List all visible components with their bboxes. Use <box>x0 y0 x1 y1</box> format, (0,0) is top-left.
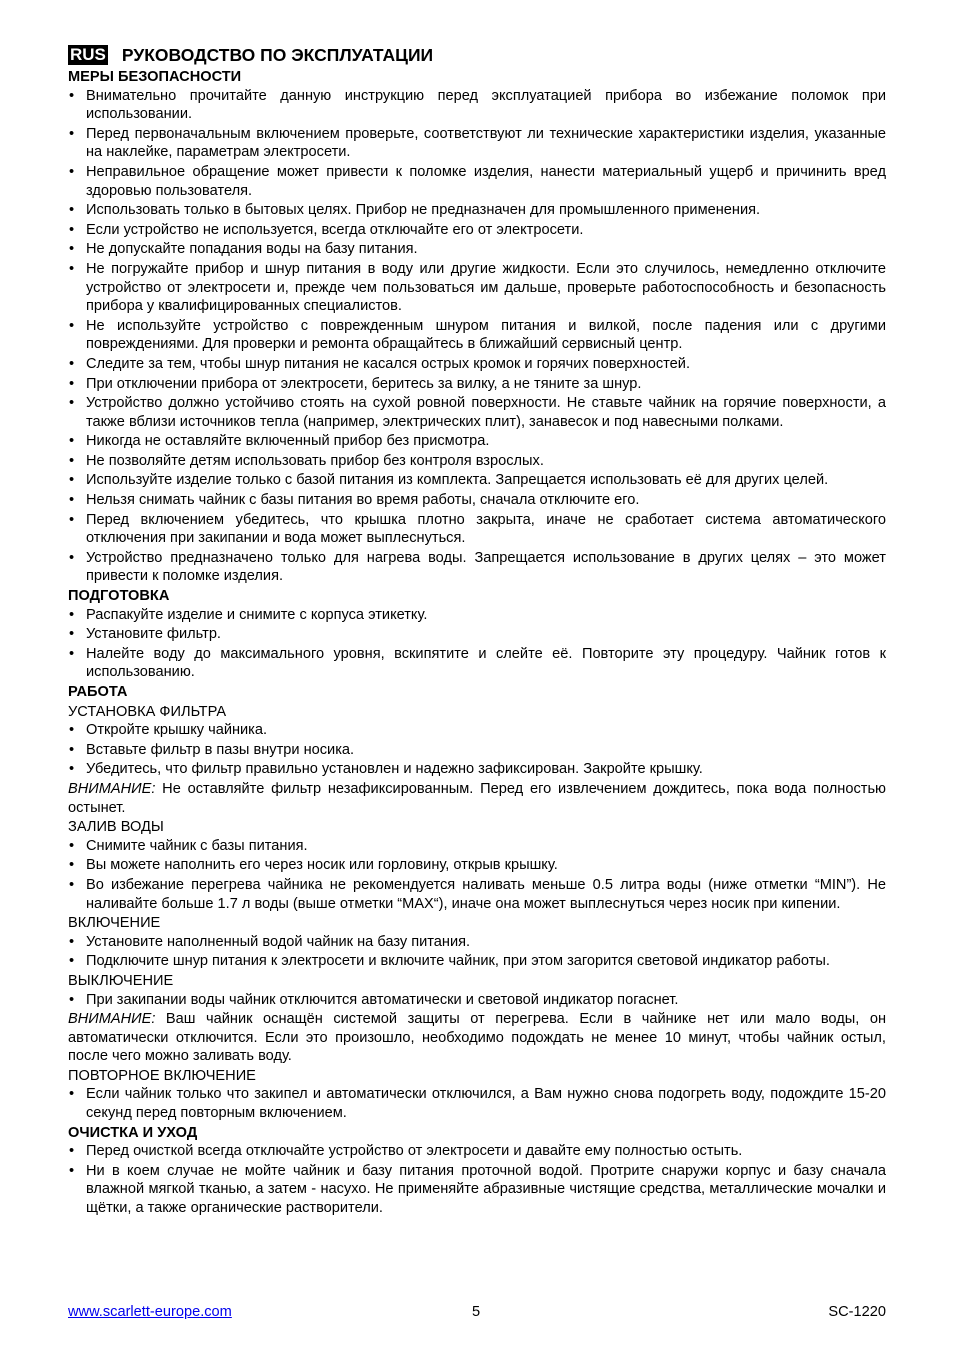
list-item: • Убедитесь, что фильтр правильно установлен и надежно зафиксирован. Закройте крышку. <box>68 760 886 779</box>
list-item: • Во избежание перегрева чайника не рекомендуется наливать меньше 0.5 литра воды (ниже отметки “MIN”). Не наливайте больше 1.7 л воды (выше отметки “MAX“), иначе она может выплеснуться через носик при кипении. <box>68 876 886 913</box>
list-item: • Не используйте устройство с поврежденным шнуром питания и вилкой, после падения или с другими повреждениями. Для проверки и ремонта обращайтесь в ближайший сервисный центр. <box>68 317 886 354</box>
preparation-list <box>68 606 886 682</box>
filter-install-list <box>68 721 886 779</box>
list-item: • Используйте изделие только с базой питания из комплекта. Запрещается использовать её для других целей. <box>68 471 886 490</box>
filter-warning-note <box>68 780 886 817</box>
section-heading-cleaning: ОЧИСТКА И УХОД <box>68 1124 198 1141</box>
list-item: • Вставьте фильтр в пазы внутри носика. <box>68 741 886 760</box>
subheading-switch-off: ВЫКЛЮЧЕНИЕ <box>68 972 174 989</box>
list-item: • Распакуйте изделие и снимите с корпуса этикетку. <box>68 606 886 625</box>
list-item: • Нельзя снимать чайник с базы питания во время работы, сначала отключите его. <box>68 491 886 510</box>
list-item: • Устройство предназначено только для нагрева воды. Запрещается использование в других целях – это может привести к поломке изделия. <box>68 549 886 586</box>
section-heading-operation: РАБОТА <box>68 684 128 700</box>
warning-text: Не оставляйте фильтр незафиксированным. Перед его извлечением дождитесь, пока вода полностью остынет. <box>68 780 886 816</box>
list-item: • Налейте воду до максимального уровня, вскипятите и слейте её. Повторите эту процедуру. Чайник готов к использованию. <box>68 645 886 682</box>
list-item: • Установите наполненный водой чайник на базу питания. <box>68 933 886 952</box>
water-fill-list <box>68 837 886 913</box>
list-item: • Перед очисткой всегда отключайте устройство от электросети и давайте ему полностью остыть. <box>68 1142 886 1161</box>
warning-label: ВНИМАНИЕ: <box>68 1011 156 1028</box>
list-item: • Использовать только в бытовых целях. Прибор не предназначен для промышленного применения. <box>68 201 886 220</box>
subheading-switch-on: ВКЛЮЧЕНИЕ <box>68 915 161 932</box>
list-item: • Если чайник только что закипел и автоматически отключился, а Вам нужно снова подогреть воду, подождите 15-20 секунд перед повторным включением. <box>68 1085 886 1122</box>
section-heading-safety: МЕРЫ БЕЗОПАСНОСТИ <box>68 69 242 85</box>
list-item: • Вы можете наполнить его через носик или горловину, открыв крышку. <box>68 856 886 875</box>
list-item: • Перед первоначальным включением проверьте, соответствуют ли технические характеристики изделия, указанные на наклейке, параметрам электросети. <box>68 125 886 162</box>
list-item: • Ни в коем случае не мойте чайник и базу питания проточной водой. Протрите снаружи корпус и базу сначала влажной мягкой тканью, а затем - насухо. Не применяйте абразивные чистящие средства, металлические мочалки и щётки, а также органические растворители. <box>68 1162 886 1218</box>
warning-label: ВНИМАНИЕ: <box>68 780 156 797</box>
list-item: • Устройство должно устойчиво стоять на сухой ровной поверхности. Не ставьте чайник на горячие поверхности, а также вблизи источников тепла (например, электрических плит), занавесок и под навесными полками. <box>68 394 886 431</box>
list-item: • Установите фильтр. <box>68 625 886 644</box>
subheading-water-fill: ЗАЛИВ ВОДЫ <box>68 819 164 836</box>
page-number: 5 <box>472 1304 481 1320</box>
switch-on-list <box>68 933 886 971</box>
switch-off-list <box>68 991 886 1010</box>
list-item: • Неправильное обращение может привести к поломке изделия, нанести материальный ущерб и причинить вред здоровью пользователя. <box>68 163 886 200</box>
manual-page <box>68 43 886 1219</box>
warning-text: Ваш чайник оснащён системой защиты от перегрева. Если в чайнике нет или мало воды, он автоматически отключится. Если это произошло, необходимо подождать не менее 10 минут, чтобы чайник остыл, после чего можно заливать воду. <box>68 1011 886 1065</box>
list-item: • Откройте крышку чайника. <box>68 721 886 740</box>
list-item: • Перед включением убедитесь, что крышка плотно закрыта, иначе не сработает система автоматического отключения при закипании и вода может выплеснуться. <box>68 511 886 548</box>
list-item: • Следите за тем, чтобы шнур питания не касался острых кромок и горячих поверхностей. <box>68 355 886 374</box>
list-item: • Не позволяйте детям использовать прибор без контроля взрослых. <box>68 452 886 471</box>
page-header <box>68 43 886 67</box>
list-item: • Никогда не оставляйте включенный прибор без присмотра. <box>68 432 886 451</box>
list-item: • Внимательно прочитайте данную инструкцию перед эксплуатацией прибора во избежание поломок при использовании. <box>68 87 886 124</box>
cleaning-list <box>68 1142 886 1217</box>
list-item: • Не погружайте прибор и шнур питания в воду или другие жидкости. Если это случилось, немедленно отключите устройство от электросети и, прежде чем пользоваться им дальше, проверьте работоспособность и безопасность прибора у квалифицированных специалистов. <box>68 260 886 316</box>
overheat-warning-note <box>68 1010 886 1066</box>
list-item: • Если устройство не используется, всегда отключайте его от электросети. <box>68 221 886 240</box>
subheading-filter-install: УСТАНОВКА ФИЛЬТРА <box>68 703 227 720</box>
subheading-restart: ПОВТОРНОЕ ВКЛЮЧЕНИЕ <box>68 1067 256 1084</box>
list-item: • Снимите чайник с базы питания. <box>68 837 886 856</box>
language-badge: RUS <box>70 45 106 64</box>
list-item: • Не допускайте попадания воды на базу питания. <box>68 240 886 259</box>
safety-list <box>68 87 886 586</box>
section-heading-preparation: ПОДГОТОВКА <box>68 588 170 605</box>
list-item: • Подключите шнур питания к электросети и включите чайник, при этом загорится световой индикатор работы. <box>68 952 886 971</box>
page-footer <box>68 1304 886 1324</box>
page-title: РУКОВОДСТВО ПО ЭКСПЛУАТАЦИИ <box>121 44 434 65</box>
website-link[interactable]: www.scarlett-europe.com <box>68 1304 232 1320</box>
restart-list <box>68 1085 886 1122</box>
list-item: • При закипании воды чайник отключится автоматически и световой индикатор погаснет. <box>68 991 886 1010</box>
list-item: • При отключении прибора от электросети, беритесь за вилку, а не тяните за шнур. <box>68 375 886 394</box>
model-number: SC-1220 <box>828 1304 886 1320</box>
